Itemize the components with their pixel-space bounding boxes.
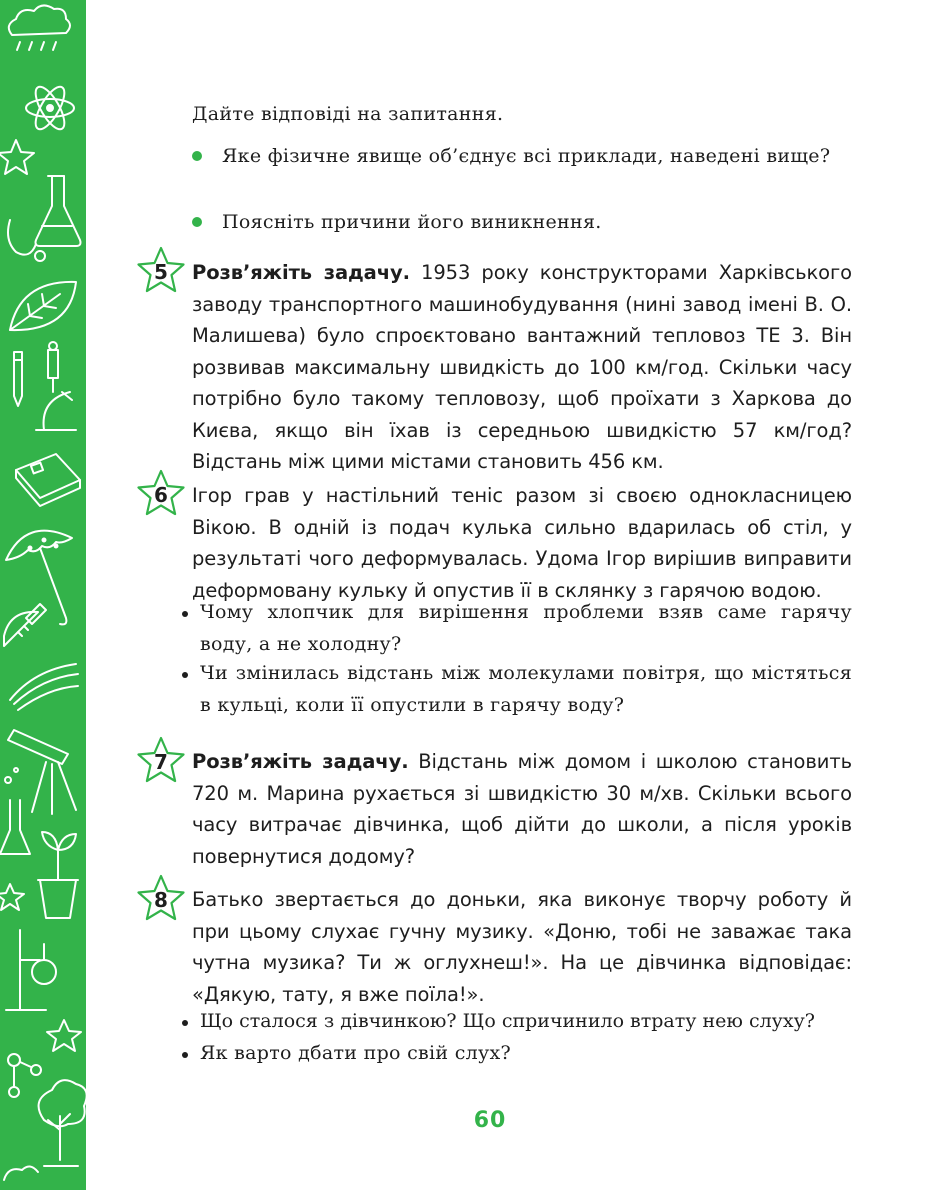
page-number: 60 bbox=[473, 1108, 507, 1133]
task-number: 6 bbox=[154, 483, 168, 507]
microscope-icon bbox=[36, 342, 76, 430]
molecule-icon bbox=[8, 1054, 41, 1097]
task-7-text bbox=[192, 746, 852, 872]
star-icon bbox=[0, 884, 24, 910]
task-lead: Розв’яжіть задачу. bbox=[192, 750, 409, 773]
star-icon bbox=[0, 140, 34, 174]
task-number-badge bbox=[134, 873, 188, 927]
list-item bbox=[192, 206, 852, 238]
bullet-icon bbox=[192, 151, 202, 161]
pencil-icon bbox=[14, 352, 22, 406]
comet-icon bbox=[10, 664, 78, 710]
leaf-icon bbox=[10, 282, 76, 330]
beaker-icon bbox=[0, 768, 30, 854]
ruler-icon bbox=[4, 604, 46, 646]
book-icon bbox=[16, 454, 80, 506]
cloud-icon bbox=[4, 1166, 38, 1180]
question-text: Що сталося з дівчинкою? Що спричинило втрату нею слуху? bbox=[200, 1010, 815, 1032]
atom-icon bbox=[26, 83, 74, 134]
task-number: 8 bbox=[154, 888, 168, 912]
stand-icon bbox=[6, 930, 56, 1010]
task-6-text: Ігор грав у настільний теніс разом зі своєю однокласницею Вікою. В одній із подач кулька сильно вдарилась об стіл, у результаті чого деформувалась. Удома Ігор вирішив виправити деформовану кульку й опустив її в склянку з гарячою водою. bbox=[192, 484, 852, 602]
decorative-sidebar bbox=[0, 0, 86, 1190]
bullet-icon bbox=[182, 1020, 188, 1026]
task-number-badge bbox=[134, 245, 188, 299]
umbrella-icon bbox=[6, 531, 72, 625]
task-5-text bbox=[192, 257, 852, 478]
bullet-text: Поясніть причини його виникнення. bbox=[222, 211, 602, 233]
cloud-icon bbox=[9, 5, 70, 50]
question-text: Чи змінилась відстань між молекулами повітря, що містяться в кульці, коли її опустили в гарячу воду? bbox=[200, 662, 852, 716]
task-number: 7 bbox=[154, 750, 168, 774]
tree-icon bbox=[39, 1080, 86, 1166]
stethoscope-icon bbox=[8, 220, 45, 261]
bullet-icon bbox=[192, 217, 202, 227]
plant-icon bbox=[38, 832, 78, 918]
intro-heading: Дайте відповіді на запитання. bbox=[192, 103, 504, 125]
question-text: Чому хлопчик для вирішення проблеми взяв саме гарячу воду, а не холодну? bbox=[200, 601, 852, 655]
task-body: Відстань між домом і школою становить 720 м. Марина рухається зі швидкістю 30 м/хв. Скільки всього часу витрачає дівчинка, щоб дійти до школи, а після уроків повернутися додому? bbox=[192, 750, 852, 868]
question-text: Як варто дбати про свій слух? bbox=[200, 1042, 512, 1064]
bullet-text: Яке фізичне явище об’єднує всі приклади, наведені вище? bbox=[222, 145, 831, 167]
task-lead: Розв’яжіть задачу. bbox=[192, 261, 410, 284]
task-number-badge bbox=[134, 468, 188, 522]
flask-icon bbox=[36, 176, 81, 246]
task-number: 5 bbox=[154, 260, 168, 284]
bullet-icon bbox=[182, 672, 188, 678]
task-body: 1953 року конструкторами Харківського заводу транспортного машинобудування (нині завод імені В. О. Малишева) було спроєктовано вантажний тепловоз ТЕ 3. Він розвивав максимальну швидкість до 100 км/год. Скільки часу потрібно було такому тепловозу, щоб проїхати з Харкова до Києва, якщо він їхав із середньою швидкістю 57 км/год? Відстань між цими містами становить 456 км. bbox=[192, 261, 852, 473]
task-8-text: Батько звертається до доньки, яка виконує творчу роботу й при цьому слухає гучну музику. «Доню, тобі не заважає така чутна музика? Ти ж оглухнеш!». На це дівчинка відповідає: «Дякую, тату, я вже поїла!». bbox=[192, 888, 852, 1006]
star-icon bbox=[47, 1020, 81, 1051]
list-item bbox=[192, 140, 852, 204]
bullet-icon bbox=[182, 1052, 188, 1058]
task-number-badge bbox=[134, 735, 188, 789]
bullet-icon bbox=[182, 611, 188, 617]
